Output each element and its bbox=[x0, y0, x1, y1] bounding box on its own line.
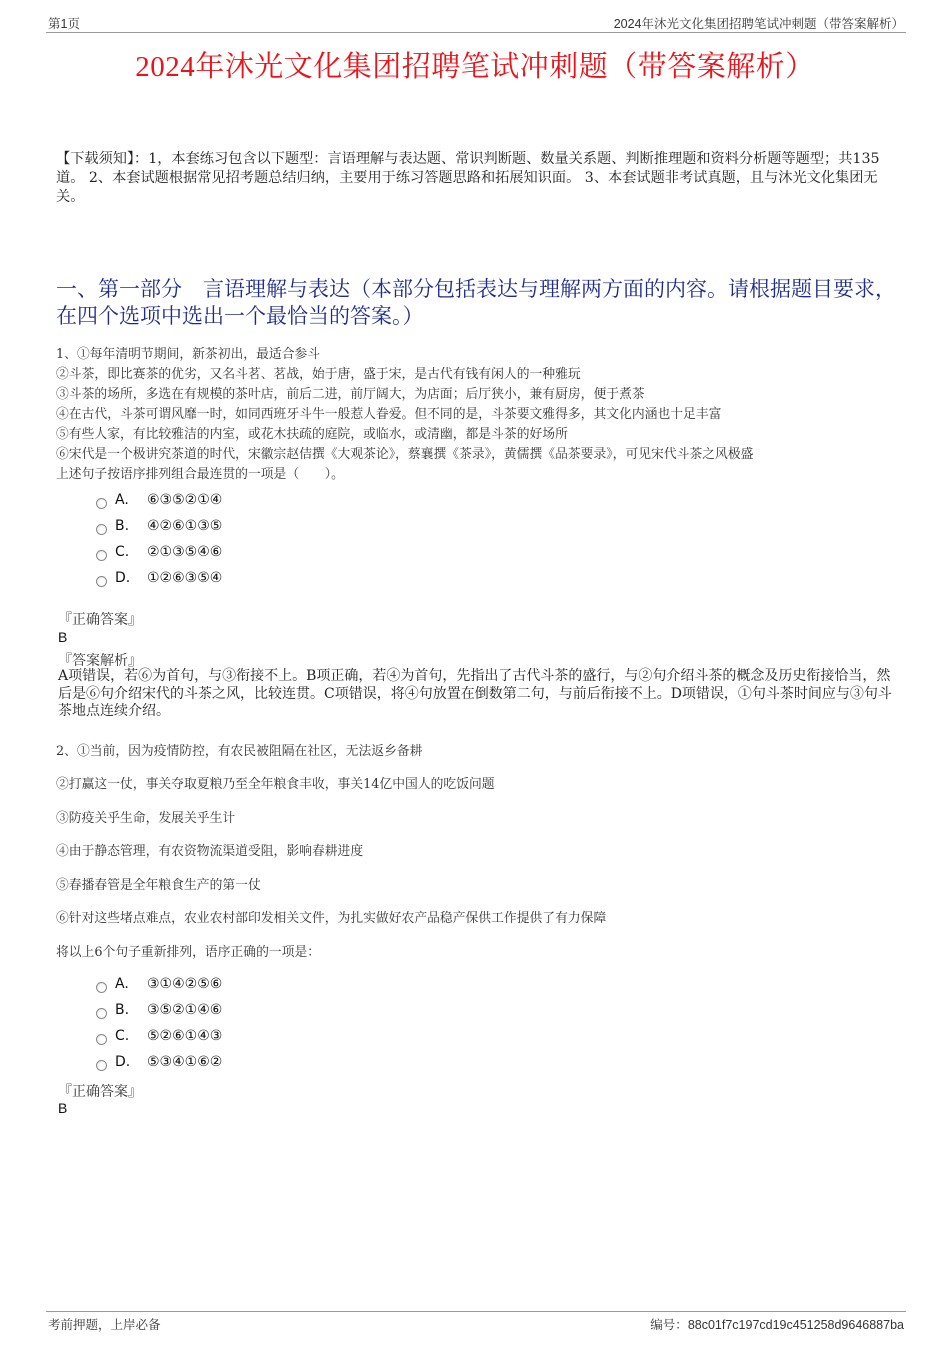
question-2-options bbox=[96, 971, 222, 1075]
option-sequence: ②①③⑤④⑥ bbox=[147, 544, 223, 560]
question-2-line: ⑥针对这些堵点难点，农业农村部印发相关文件，为扎实做好农产品稳产保供工作提供了有力保障 bbox=[56, 911, 607, 926]
answer-analysis: A项错误，若⑥为首句，与③衔接不上。B项正确，若④为首句，先指出了古代斗茶的盛行，与②句介绍斗茶的概念及历史衔接恰当，然后是⑥句介绍宋代的斗茶之风，比较连贯。C项错误，将④句放置在倒数第二句，与前后衔接不上。D项错误，①句斗茶时间应与③句斗茶地点连续介绍。 bbox=[58, 668, 892, 719]
option-letter: B. bbox=[115, 1002, 130, 1018]
question-2-line: ⑤春播春管是全年粮食生产的第一仗 bbox=[56, 878, 261, 893]
section-title: 一、第一部分 言语理解与表达（本部分包括表达与理解两方面的内容。请根据题目要求，在四个选项中选出一个最恰当的答案。） bbox=[56, 277, 896, 328]
radio-button[interactable] bbox=[96, 498, 107, 509]
option-sequence: ④②⑥①③⑤ bbox=[147, 518, 223, 534]
option-letter: B. bbox=[115, 518, 130, 534]
question-line: ④在古代，斗茶可谓风靡一时，如同西班牙斗牛一般惹人眷爱。但不同的是，斗茶要文雅得多，其文化内涵也十足丰富 bbox=[56, 407, 722, 422]
option-b[interactable] bbox=[96, 513, 222, 539]
question-line: ⑤有些人家，有比较雅洁的内室，或花木扶疏的庭院，或临水，或清幽，都是斗茶的好场所 bbox=[56, 427, 568, 442]
option-sequence: ⑤②⑥①④③ bbox=[147, 1028, 223, 1044]
correct-answer-label: 『正确答案』 bbox=[58, 1084, 142, 1100]
correct-answer: B bbox=[58, 1100, 68, 1116]
option-letter: C. bbox=[115, 544, 130, 560]
page-footer bbox=[46, 1311, 906, 1334]
question-line: 1、①每年清明节期间，新茶初出，最适合参斗 bbox=[56, 347, 321, 362]
question-1-stem bbox=[56, 345, 886, 485]
page-number: 第1页 bbox=[48, 17, 80, 31]
question-1-options bbox=[96, 487, 222, 591]
document-title: 2024年沐光文化集团招聘笔试冲刺题（带答案解析） bbox=[135, 51, 815, 83]
question-line: ③斗茶的场所，多选在有规模的茶叶店，前后二进，前厅阔大，为店面；后厅狭小，兼有厨房，便于煮茶 bbox=[56, 387, 645, 402]
radio-button[interactable] bbox=[96, 982, 107, 993]
radio-button[interactable] bbox=[96, 1008, 107, 1019]
option-sequence: ①②⑥③⑤④ bbox=[147, 570, 223, 586]
option-sequence: ③⑤②①④⑥ bbox=[147, 1002, 223, 1018]
footer-slogan: 考前押题，上岸必备 bbox=[48, 1317, 161, 1332]
question-2-prompt: 将以上6个句子重新排列，语序正确的一项是： bbox=[56, 945, 321, 960]
option-d[interactable] bbox=[96, 1049, 222, 1075]
option-b[interactable] bbox=[96, 997, 222, 1023]
radio-button[interactable] bbox=[96, 1060, 107, 1071]
page-header bbox=[46, 14, 906, 33]
question-2-line: ④由于静态管理，有农资物流渠道受阻，影响春耕进度 bbox=[56, 844, 364, 859]
radio-button[interactable] bbox=[96, 524, 107, 535]
serial-number: 88c01f7c197cd19c451258d9646887ba bbox=[687, 1318, 904, 1332]
header-doc-name: 2024年沐光文化集团招聘笔试冲刺题（带答案解析） bbox=[613, 17, 904, 31]
correct-answer: B bbox=[58, 629, 68, 645]
question-prompt: 上述句子按语序排列组合最连贯的一项是（ ）。 bbox=[56, 467, 344, 482]
option-sequence: ③①④②⑤⑥ bbox=[147, 976, 223, 992]
analysis-label: 『答案解析』 bbox=[58, 653, 142, 669]
question-2-line: ③防疫关乎生命，发展关乎生计 bbox=[56, 811, 236, 826]
option-a[interactable] bbox=[96, 487, 222, 513]
footer-serial bbox=[650, 1315, 904, 1333]
option-c[interactable] bbox=[96, 1023, 222, 1049]
option-sequence: ⑤③④①⑥② bbox=[147, 1054, 223, 1070]
question-2-line: ②打赢这一仗，事关夺取夏粮乃至全年粮食丰收，事关14亿中国人的吃饭问题 bbox=[56, 777, 495, 792]
option-letter: A. bbox=[115, 976, 129, 992]
radio-button[interactable] bbox=[96, 1034, 107, 1045]
option-letter: D. bbox=[115, 570, 131, 586]
radio-button[interactable] bbox=[96, 550, 107, 561]
question-line: ②斗茶，即比赛茶的优劣，又名斗茗、茗战，始于唐，盛于宋，是古代有钱有闲人的一种雅玩 bbox=[56, 367, 581, 382]
serial-label: 编号： bbox=[650, 1318, 688, 1332]
option-a[interactable] bbox=[96, 971, 222, 997]
option-letter: C. bbox=[115, 1028, 130, 1044]
option-sequence: ⑥③⑤②①④ bbox=[147, 492, 223, 508]
option-d[interactable] bbox=[96, 565, 222, 591]
radio-button[interactable] bbox=[96, 576, 107, 587]
correct-answer-label: 『正确答案』 bbox=[58, 612, 142, 628]
download-notice: 【下载须知】：1，本套练习包含以下题型：言语理解与表达题、常识判断题、数量关系题、判断推理题和资料分析题等题型；共135道。 2、本套试题根据常见招考题总结归纳，主要用于练习答题思路和拓展知识面。 3、本套试题非考试真题，且与沐光文化集团无关。 bbox=[56, 151, 880, 205]
question-line: ⑥宋代是一个极讲究茶道的时代，宋徽宗赵佶撰《大观茶论》，蔡襄撰《茶录》，黄儒撰《品茶要录》，可见宋代斗茶之风极盛 bbox=[56, 447, 754, 462]
option-c[interactable] bbox=[96, 539, 222, 565]
question-2-line: 2、①当前，因为疫情防控，有农民被阻隔在社区，无法返乡备耕 bbox=[56, 744, 423, 759]
option-letter: D. bbox=[115, 1054, 131, 1070]
option-letter: A. bbox=[115, 492, 129, 508]
